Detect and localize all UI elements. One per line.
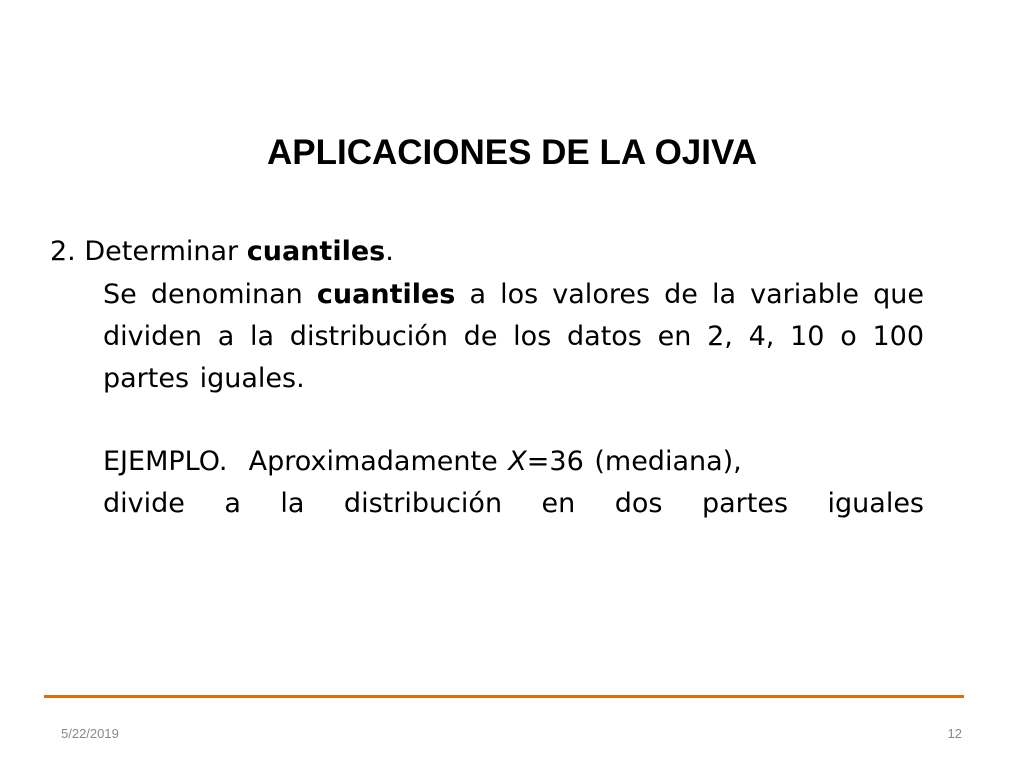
example-line-2: divide a la distribución en dos partes iguales	[103, 488, 924, 519]
item-lead-text: Determinar	[84, 236, 239, 267]
example-paragraph	[103, 441, 924, 525]
item-number: 2.	[50, 236, 76, 267]
example-text-after: =36 (mediana),	[526, 446, 742, 477]
item-keyword: cuantiles	[246, 236, 386, 267]
footer-date: 5/22/2019	[61, 726, 119, 741]
footer-page-number: 12	[947, 726, 962, 741]
definition-paragraph	[103, 274, 924, 400]
definition-rest: a los valores de la variable que dividen a la distribución de los datos en 2, 4, 10 o 100 partes iguales.	[103, 279, 924, 394]
example-variable: X	[508, 446, 527, 477]
footer-divider	[44, 695, 964, 698]
item-period: .	[385, 236, 394, 267]
slide-title: APLICACIONES DE LA OJIVA	[266, 133, 758, 172]
definition-prefix: Se denominan	[103, 279, 303, 310]
example-text-before: Aproximadamente	[248, 446, 498, 477]
definition-keyword: cuantiles	[316, 279, 456, 310]
item-heading	[50, 232, 394, 272]
example-label: EJEMPLO.	[103, 446, 228, 477]
